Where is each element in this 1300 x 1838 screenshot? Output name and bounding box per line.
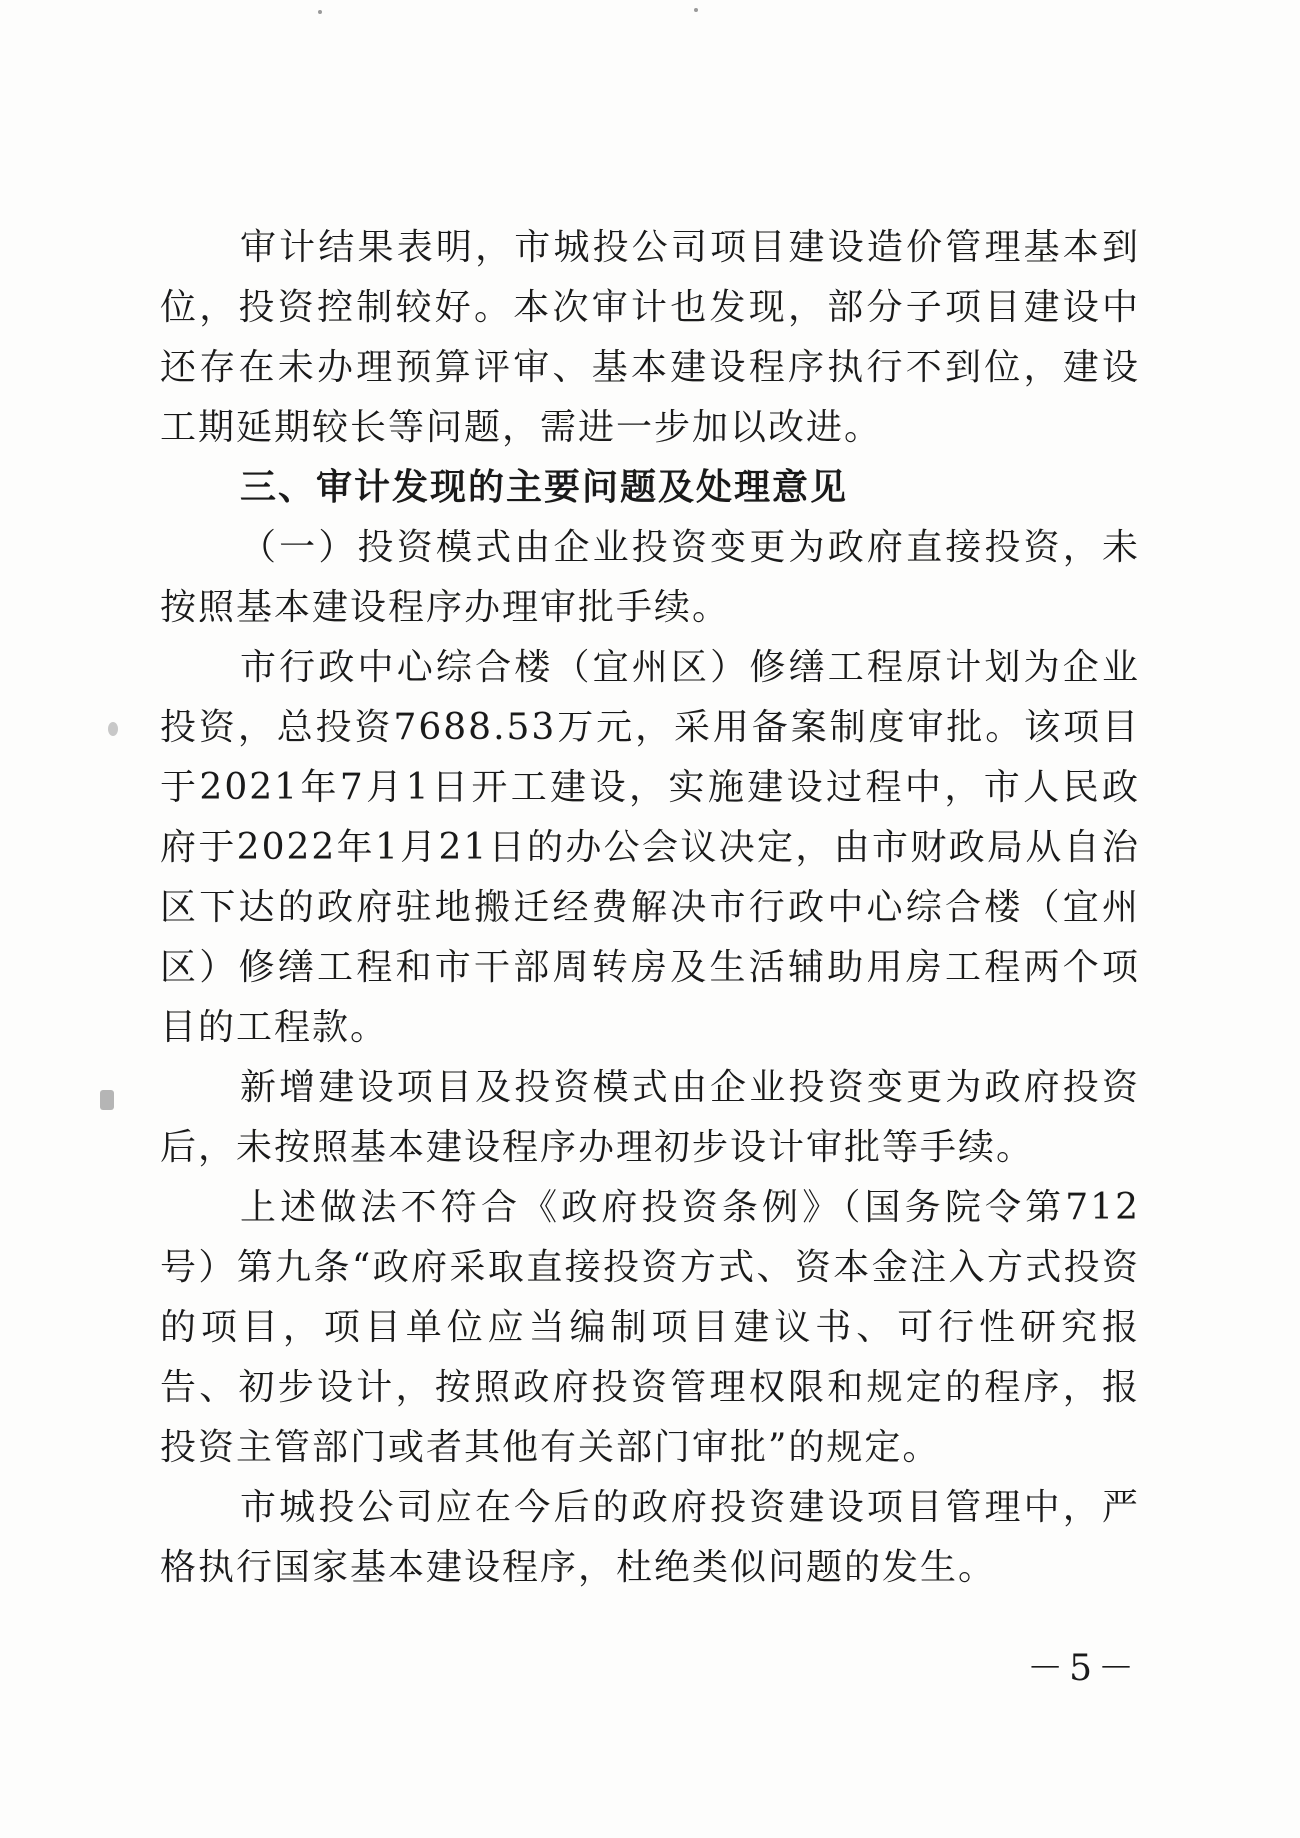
scan-speck	[108, 722, 118, 736]
scan-speck	[694, 8, 698, 12]
paragraph-recommendation: 市城投公司应在今后的政府投资建设项目管理中，严格执行国家基本建设程序，杜绝类似问题的发生。	[160, 1487, 1140, 1588]
paragraph-project-details: 市行政中心综合楼（宜州区）修缮工程原计划为企业投资，总投资7688.53万元，采用备案制度审批。该项目于2021年7月1日开工建设，实施建设过程中，市人民政府于2022年1月21日的办公会议决定，由市财政局从自治区下达的政府驻地搬迁经费解决市行政中心综合楼（宜州区）修缮工程和市干部周转房及生活辅助用房工程两个项目的工程款。	[160, 647, 1140, 1048]
paragraph-procedure-issue: 新增建设项目及投资模式由企业投资变更为政府投资后，未按照基本建设程序办理初步设计审批等手续。	[160, 1067, 1140, 1168]
document-body	[160, 218, 1140, 1598]
paragraph-regulation: 上述做法不符合《政府投资条例》（国务院令第712号）第九条“政府采取直接投资方式、资本金注入方式投资的项目，项目单位应当编制项目建议书、可行性研究报告、初步设计，按照政府投资管理权限和规定的程序，报投资主管部门或者其他有关部门审批”的规定。	[160, 1187, 1140, 1468]
scan-speck	[100, 1090, 114, 1110]
page-number: －5－	[1027, 1648, 1140, 1689]
subsection-heading: （一）投资模式由企业投资变更为政府直接投资，未按照基本建设程序办理审批手续。	[160, 527, 1140, 628]
paragraph-summary: 审计结果表明，市城投公司项目建设造价管理基本到位，投资控制较好。本次审计也发现，部分子项目建设中还存在未办理预算评审、基本建设程序执行不到位，建设工期延期较长等问题，需进一步加以改进。	[160, 227, 1140, 448]
section-heading: 三、审计发现的主要问题及处理意见	[240, 467, 849, 508]
scan-speck	[318, 10, 322, 14]
